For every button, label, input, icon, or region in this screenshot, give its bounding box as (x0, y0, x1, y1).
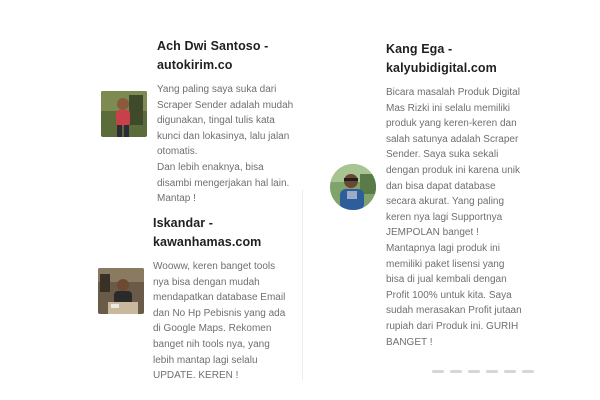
quote-line: memiliki paket lisensi yang (386, 258, 505, 270)
testimonial-quote (157, 82, 297, 207)
person-photo-icon (330, 164, 376, 210)
quote-line: Wooww, keren banget tools (153, 261, 276, 272)
quote-line: digunakan, tingal tulis kata (157, 115, 275, 127)
testimonial-quote (386, 85, 536, 350)
avatar-ach-dwi-santoso (101, 91, 147, 137)
quote-line: rupiah dari Produk ini. GURIH (386, 320, 519, 332)
testimonial-name (386, 40, 536, 78)
quote-line: otomatis. (157, 146, 198, 158)
quote-line: secara akurat. Yang paling (386, 196, 505, 208)
name-line: Ach Dwi Santoso - (157, 39, 269, 53)
avatar-iskandar (98, 268, 144, 314)
person-photo-icon (101, 91, 147, 137)
quote-line: mendapatkan database Email (153, 292, 286, 304)
quote-line: Scraper Sender adalah mudah (157, 99, 294, 111)
quote-line: Mas Rizki ini selalu memiliki (386, 102, 510, 114)
testimonial-name (153, 214, 298, 252)
quote-line: JEMPOLAN banget ! (386, 227, 479, 239)
quote-line: keren nya lagi Supportnya (386, 211, 503, 223)
quote-line: sudah merasakan Profit jutaan (386, 305, 522, 317)
quote-line: nya bisa dengan mudah (153, 276, 260, 288)
quote-line: Mantapnya lagi produk ini (386, 242, 500, 254)
quote-line: dengan produk ini karena unik (386, 164, 520, 176)
quote-line: salah satunya adalah Scraper (386, 133, 519, 145)
testimonial-quote (153, 259, 298, 384)
quote-line: Bicara masalah Produk Digital (386, 87, 520, 98)
quote-line: kunci dan lokasinya, lalu jalan (157, 130, 290, 142)
testimonial-card-1 (157, 37, 297, 207)
person-photo-icon (98, 268, 144, 314)
testimonial-card-3 (386, 40, 536, 350)
quote-line: Yang paling saya suka dari (157, 84, 277, 95)
quote-line: Sender. Saya suka sekali (386, 149, 499, 161)
testimonial-card-2 (153, 214, 298, 384)
quote-line: UPDATE. KEREN ! (153, 370, 239, 382)
avatar-kang-ega (330, 164, 376, 210)
quote-line: dan bisa dapat database (386, 180, 496, 192)
quote-line: bisa di jual kembali dengan (386, 274, 507, 286)
quote-line: disambi mengerjakan hal lain. (157, 177, 290, 189)
name-site: kawanhamas.com (153, 235, 262, 249)
testimonial-name (157, 37, 297, 75)
name-site: autokirim.co (157, 58, 233, 72)
quote-line: BANGET ! (386, 336, 433, 348)
quote-line: dan No Hp Pebisnis yang ada (153, 307, 286, 319)
quote-line: Dan lebih enaknya, bisa (157, 161, 264, 173)
column-divider (302, 190, 303, 380)
name-line: Iskandar - (153, 216, 214, 230)
quote-line: produk yang keren-keren dan (386, 118, 517, 130)
cropped-next-heading (432, 366, 542, 376)
name-line: Kang Ega - (386, 42, 453, 56)
quote-line: lebih mantap lagi selalu (153, 354, 258, 366)
quote-line: Profit 100% untuk kita. Saya (386, 289, 512, 301)
name-site: kalyubidigital.com (386, 61, 497, 75)
quote-line: Mantap ! (157, 193, 196, 205)
quote-line: di Google Maps. Rekomen (153, 323, 272, 335)
quote-line: banget nih tools nya, yang (153, 338, 270, 350)
